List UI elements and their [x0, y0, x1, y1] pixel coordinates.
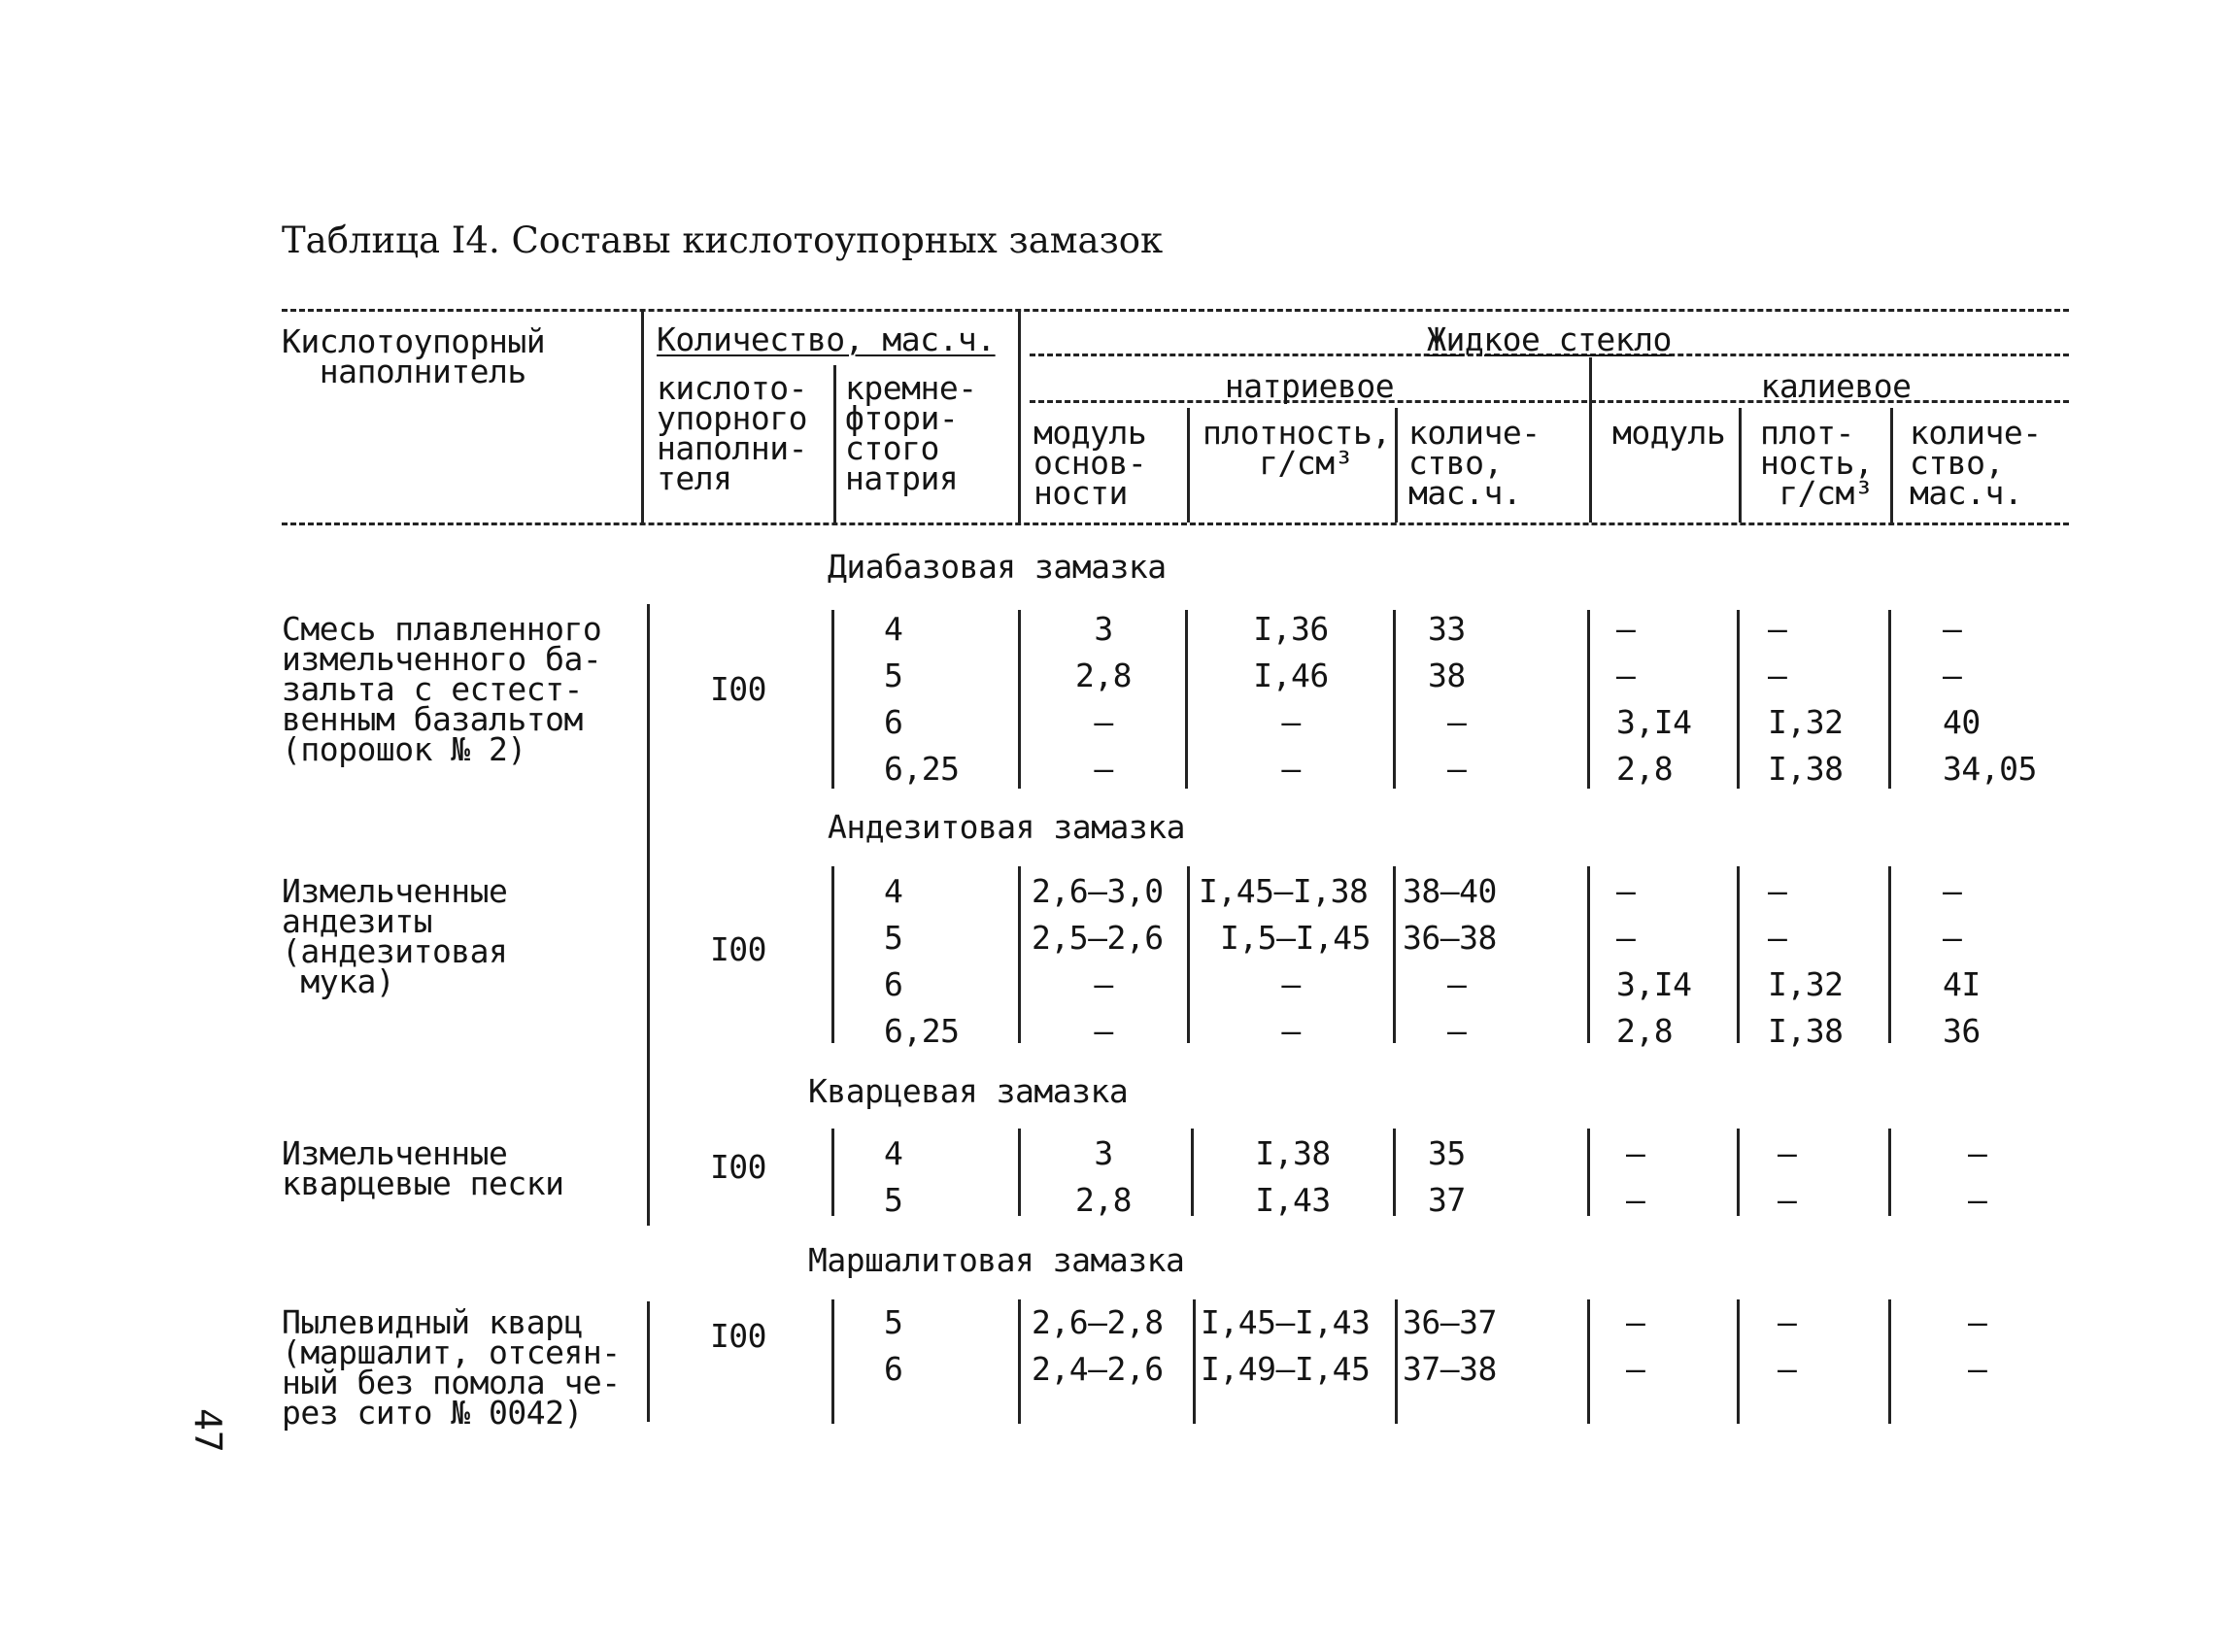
- na-amount-value: 37: [1428, 1181, 1466, 1219]
- header-filler-quantity: кислото- упорного наполни- теля: [657, 369, 807, 497]
- k-module-value: –: [1626, 1350, 1645, 1388]
- body-divider: [1587, 1129, 1590, 1216]
- body-divider: [831, 1299, 834, 1424]
- na-module-value: 2,8: [1074, 1181, 1133, 1219]
- header-filler: Кислотоупорный наполнитель: [282, 322, 546, 390]
- filler-description: Пылевидный кварц (маршалит, отсеян- ный без помола че- рез сито № 0042): [282, 1303, 621, 1432]
- table-title: Таблица I4. Составы кислотоупорных замазок: [282, 219, 1164, 261]
- sodium-fluorosilicate-value: 6: [884, 703, 903, 741]
- header-potassium-glass: калиевое: [1760, 367, 1912, 405]
- na-module-value: –: [1094, 750, 1113, 788]
- header-divider: [1890, 408, 1893, 523]
- body-divider: [1018, 866, 1021, 1043]
- body-divider: [1888, 1299, 1891, 1424]
- body-divider: [1395, 1299, 1398, 1424]
- sodium-fluorosilicate-value: 5: [884, 1303, 903, 1341]
- na-amount-value: –: [1447, 703, 1467, 741]
- body-divider: [1888, 610, 1891, 789]
- page-number: 47: [186, 1408, 229, 1453]
- na-module-value: 2,4–2,6: [1032, 1350, 1164, 1388]
- sodium-fluorosilicate-value: 4: [884, 610, 903, 648]
- k-module-value: –: [1616, 919, 1636, 957]
- header-k-module: модуль: [1612, 414, 1726, 452]
- k-module-value: –: [1616, 657, 1636, 694]
- k-density-value: I,32: [1768, 703, 1844, 741]
- na-amount-value: –: [1447, 750, 1467, 788]
- k-amount-value: –: [1943, 610, 1962, 648]
- header-quantity: Количество, мас.ч.: [657, 320, 996, 358]
- k-amount-value: –: [1968, 1134, 1987, 1172]
- k-amount-value: 40: [1943, 703, 1981, 741]
- k-density-value: –: [1778, 1181, 1797, 1219]
- filler-quantity: I00: [709, 670, 767, 708]
- body-divider: [1393, 866, 1396, 1043]
- na-module-value: 2,6–2,8: [1032, 1303, 1164, 1341]
- na-density-value: I,49–I,45: [1201, 1350, 1371, 1388]
- body-divider: [1193, 1299, 1196, 1424]
- body-divider: [1393, 610, 1396, 789]
- k-density-value: I,38: [1768, 750, 1844, 788]
- sodium-fluorosilicate-value: 5: [884, 1181, 903, 1219]
- header-na-amount: количе- ство, мас.ч.: [1408, 414, 1541, 512]
- body-divider: [1185, 610, 1188, 789]
- k-amount-value: –: [1943, 657, 1962, 694]
- na-module-value: –: [1094, 703, 1113, 741]
- body-divider: [1187, 866, 1190, 1043]
- na-density-value: –: [1281, 750, 1301, 788]
- na-amount-value: –: [1447, 1012, 1467, 1050]
- body-divider: [1888, 866, 1891, 1043]
- na-module-value: 2,6–3,0: [1032, 872, 1164, 910]
- k-amount-value: 4I: [1943, 965, 1981, 1003]
- na-amount-value: 38–40: [1403, 872, 1497, 910]
- k-amount-value: –: [1968, 1303, 1987, 1341]
- body-divider: [831, 1129, 834, 1216]
- body-divider: [1587, 610, 1590, 789]
- filler-quantity: I00: [709, 930, 767, 968]
- na-amount-value: 36–38: [1403, 919, 1497, 957]
- na-module-value: 2,8: [1074, 657, 1133, 694]
- header-divider: [833, 365, 836, 523]
- header-k-amount: количе- ство, мас.ч.: [1910, 414, 2042, 512]
- k-density-value: I,38: [1768, 1012, 1844, 1050]
- header-bottom-rule: [282, 523, 2069, 525]
- header-divider: [641, 311, 644, 523]
- na-amount-value: 37–38: [1403, 1350, 1497, 1388]
- body-divider: [1393, 1129, 1396, 1216]
- k-module-value: –: [1626, 1181, 1645, 1219]
- na-amount-value: 35: [1428, 1134, 1466, 1172]
- k-amount-value: –: [1943, 919, 1962, 957]
- na-density-value: I,36: [1253, 610, 1329, 648]
- filler-description: Измельченные андезиты (андезитовая мука): [282, 872, 508, 1000]
- k-module-value: –: [1626, 1134, 1645, 1172]
- header-divider: [1018, 311, 1021, 523]
- na-density-value: –: [1281, 703, 1301, 741]
- header-sodium-fluorosilicate: кремне- фтори- стого натрия: [845, 369, 977, 497]
- section-title: Диабазовая замазка: [828, 548, 1167, 586]
- na-amount-value: 38: [1428, 657, 1466, 694]
- k-density-value: I,32: [1768, 965, 1844, 1003]
- na-module-value: 3: [1094, 1134, 1113, 1172]
- section-title: Маршалитовая замазка: [808, 1241, 1185, 1279]
- na-amount-value: –: [1447, 965, 1467, 1003]
- header-liquid-glass: Жидкое стекло: [1427, 320, 1672, 358]
- sodium-fluorosilicate-value: 6,25: [884, 750, 960, 788]
- header-na-module: модуль основ- ности: [1033, 414, 1147, 512]
- body-divider: [1587, 1299, 1590, 1424]
- k-density-value: –: [1778, 1350, 1797, 1388]
- sodium-fluorosilicate-value: 6,25: [884, 1012, 960, 1050]
- body-divider: [1737, 1129, 1740, 1216]
- k-module-value: –: [1616, 610, 1636, 648]
- na-amount-value: 36–37: [1403, 1303, 1497, 1341]
- k-density-value: –: [1768, 610, 1787, 648]
- k-module-value: 3,I4: [1616, 965, 1692, 1003]
- sodium-fluorosilicate-value: 4: [884, 872, 903, 910]
- na-density-value: I,5–I,45: [1220, 919, 1371, 957]
- na-density-value: –: [1281, 965, 1301, 1003]
- k-module-value: –: [1616, 872, 1636, 910]
- na-module-value: –: [1094, 1012, 1113, 1050]
- body-divider: [1737, 610, 1740, 789]
- body-divider: [647, 1301, 650, 1422]
- body-divider: [1888, 1129, 1891, 1216]
- na-module-value: 2,5–2,6: [1032, 919, 1164, 957]
- header-na-density: плотность, г/см³: [1203, 414, 1391, 482]
- k-density-value: –: [1768, 872, 1787, 910]
- body-divider: [1587, 866, 1590, 1043]
- sodium-fluorosilicate-value: 6: [884, 1350, 903, 1388]
- section-title: Кварцевая замазка: [808, 1072, 1129, 1110]
- header-top-rule: [282, 309, 2069, 312]
- k-amount-value: –: [1968, 1350, 1987, 1388]
- na-module-value: –: [1094, 965, 1113, 1003]
- k-density-value: –: [1768, 657, 1787, 694]
- header-divider: [1589, 357, 1592, 523]
- sodium-fluorosilicate-value: 4: [884, 1134, 903, 1172]
- k-amount-value: –: [1943, 872, 1962, 910]
- body-divider: [1018, 1129, 1021, 1216]
- na-density-value: I,46: [1253, 657, 1329, 694]
- header-divider: [1395, 408, 1398, 523]
- k-module-value: 2,8: [1616, 750, 1674, 788]
- filler-description: Измельченные кварцевые пески: [282, 1134, 564, 1202]
- k-density-value: –: [1768, 919, 1787, 957]
- k-module-value: 3,I4: [1616, 703, 1692, 741]
- k-amount-value: 34,05: [1943, 750, 2037, 788]
- body-divider: [1737, 866, 1740, 1043]
- body-divider: [1737, 1299, 1740, 1424]
- filler-description: Смесь плавленного измельченного ба- зальта с естест- венным базальтом (порошок № 2): [282, 610, 602, 768]
- na-density-value: I,38: [1255, 1134, 1331, 1172]
- header-divider: [1739, 408, 1742, 523]
- body-divider: [831, 610, 834, 789]
- header-sodium-glass: натриевое: [1224, 367, 1395, 405]
- sodium-fluorosilicate-value: 6: [884, 965, 903, 1003]
- k-density-value: –: [1778, 1303, 1797, 1341]
- k-density-value: –: [1778, 1134, 1797, 1172]
- k-module-value: 2,8: [1616, 1012, 1674, 1050]
- k-amount-value: 36: [1943, 1012, 1981, 1050]
- k-amount-value: –: [1968, 1181, 1987, 1219]
- k-module-value: –: [1626, 1303, 1645, 1341]
- sodium-fluorosilicate-value: 5: [884, 919, 903, 957]
- na-amount-value: 33: [1428, 610, 1466, 648]
- body-divider: [1018, 610, 1021, 789]
- na-density-value: –: [1281, 1012, 1301, 1050]
- filler-quantity: I00: [709, 1148, 767, 1186]
- body-divider: [647, 604, 650, 1226]
- na-density-value: I,45–I,43: [1201, 1303, 1371, 1341]
- filler-quantity: I00: [709, 1317, 767, 1355]
- header-k-density: плот- ность, г/см³: [1760, 414, 1874, 512]
- sodium-fluorosilicate-value: 5: [884, 657, 903, 694]
- na-module-value: 3: [1094, 610, 1113, 648]
- body-divider: [1191, 1129, 1194, 1216]
- na-density-value: I,45–I,38: [1199, 872, 1369, 910]
- body-divider: [831, 866, 834, 1043]
- body-divider: [1018, 1299, 1021, 1424]
- na-density-value: I,43: [1255, 1181, 1331, 1219]
- section-title: Андезитовая замазка: [828, 808, 1185, 846]
- header-divider: [1187, 408, 1190, 523]
